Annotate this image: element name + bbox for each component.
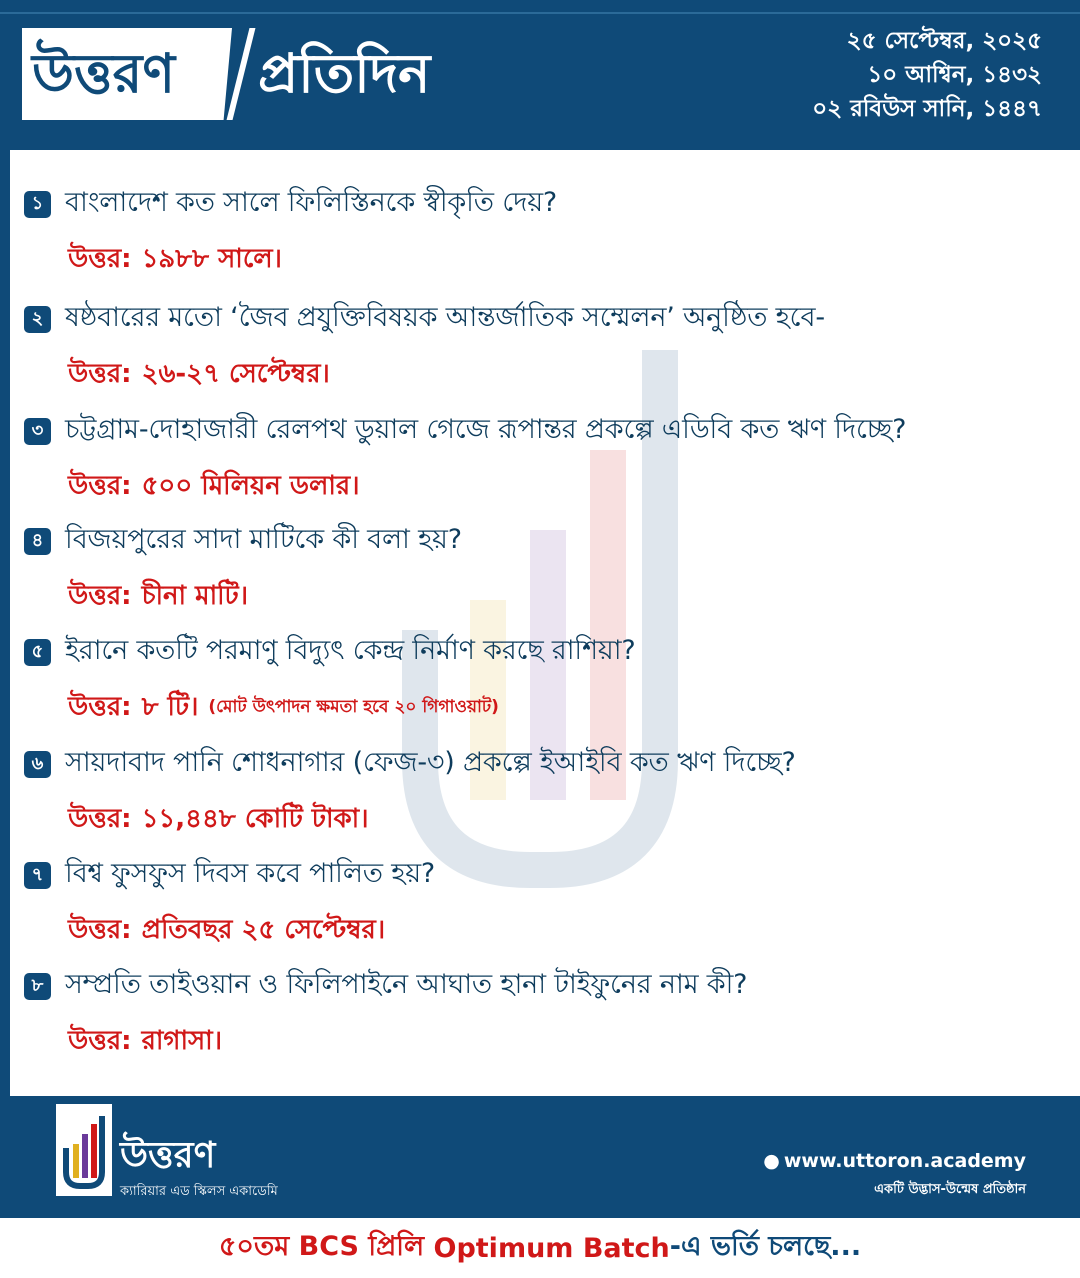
brand-name: উত্তরণ [32, 42, 176, 105]
question-number-badge: ৪ [24, 528, 51, 555]
date-bangla: ১০ আশ্বিন, ১৪৩২ [867, 62, 1042, 88]
banner-part3: -এ ভর্তি চলছে... [669, 1230, 862, 1262]
org-line: একটি উদ্ভাস-উন্মেষ প্রতিষ্ঠান [874, 1182, 1026, 1197]
answer-note: (মোট উৎপাদন ক্ষমতা হবে ২০ গিগাওয়াট) [208, 697, 499, 717]
question-number-badge: ১ [24, 191, 51, 218]
answer-label: উত্তর: [68, 804, 132, 834]
website-link[interactable] [763, 1150, 1026, 1172]
question-row [24, 958, 1074, 1014]
question-text: সম্প্রতি তাইওয়ান ও ফিলিপাইনে আঘাত হানা টাইফুনের নাম কী? [65, 968, 748, 1000]
header-divider [0, 12, 1080, 14]
answer-row [24, 680, 1074, 736]
qa-item [24, 847, 1074, 959]
question-row [24, 176, 1074, 232]
answer-text: ৫০০ মিলিয়ন ডলার। [141, 471, 360, 501]
question-number-badge: ৬ [24, 751, 51, 778]
answer-text: রাগাসা। [141, 1026, 222, 1056]
answer-row [24, 792, 1074, 848]
qa-item [24, 624, 1074, 736]
answer-label: উত্তর: [68, 1026, 132, 1056]
qa-item [24, 176, 1074, 288]
answer-row [24, 232, 1074, 288]
globe-icon: ● [763, 1150, 780, 1172]
answer-text: প্রতিবছর ২৫ সেপ্টেম্বর। [141, 915, 386, 945]
answer-row [24, 569, 1074, 625]
answer-row [24, 1014, 1074, 1070]
answer-row [24, 459, 1074, 515]
question-row [24, 624, 1074, 680]
answer-label: উত্তর: [68, 581, 132, 611]
question-text: ইরানে কতটি পরমাণু বিদ্যুৎ কেন্দ্র নির্মাণ করছে রাশিয়া? [65, 634, 636, 666]
question-text: বিজয়পুরের সাদা মাটিকে কী বলা হয়? [65, 523, 462, 555]
qa-item [24, 958, 1074, 1070]
answer-text: ১১,৪৪৮ কোটি টাকা। [141, 804, 369, 834]
brand-subtitle: প্রতিদিন [258, 42, 431, 105]
answer-text: ২৬-২৭ সেপ্টেম্বর। [141, 359, 330, 389]
qa-content [10, 150, 1080, 1096]
question-number-badge: ৩ [24, 418, 51, 445]
answer-text: ৮ টি। [141, 692, 199, 722]
question-number-badge: ৫ [24, 639, 51, 666]
answer-row [24, 903, 1074, 959]
date-english: ২৫ সেপ্টেম্বর, ২০২৫ [846, 28, 1042, 54]
question-row [24, 847, 1074, 903]
admission-banner[interactable] [0, 1218, 1080, 1278]
footer-logo-tagline: ক্যারিয়ার এড স্কিলস একাডেমি [120, 1184, 278, 1199]
question-text: সায়দাবাদ পানি শোধনাগার (ফেজ-৩) প্রকল্পে ইআইবি কত ঋণ দিচ্ছে? [65, 746, 796, 778]
question-row [24, 291, 1074, 347]
answer-label: উত্তর: [68, 244, 132, 274]
header [0, 0, 1080, 150]
question-text: বাংলাদেশ কত সালে ফিলিস্তিনকে স্বীকৃতি দেয়? [65, 186, 558, 218]
brand-slash [227, 28, 256, 120]
qa-item [24, 291, 1074, 403]
question-row [24, 403, 1074, 459]
footer-logo-icon [56, 1104, 112, 1196]
date-hijri: ০২ রবিউস সানি, ১৪৪৭ [812, 96, 1042, 122]
answer-label: উত্তর: [68, 471, 132, 501]
qa-item [24, 403, 1074, 515]
question-number-badge: ৮ [24, 973, 51, 1000]
banner-part1: ৫০তম BCS প্রিলি [218, 1230, 425, 1262]
qa-item [24, 513, 1074, 625]
question-text: ষষ্ঠবারের মতো ‘জৈব প্রযুক্তিবিষয়ক আন্তর্জাতিক সম্মেলন’ অনুষ্ঠিত হবে- [65, 301, 825, 333]
question-number-badge: ৭ [24, 862, 51, 889]
answer-text: চীনা মাটি। [141, 581, 249, 611]
answer-text: ১৯৮৮ সালে। [141, 244, 282, 274]
qa-item [24, 736, 1074, 848]
question-row [24, 513, 1074, 569]
footer-logo-name: উত্তরণ [120, 1135, 216, 1176]
answer-label: উত্তর: [68, 915, 132, 945]
question-number-badge: ২ [24, 306, 51, 333]
question-text: বিশ্ব ফুসফুস দিবস কবে পালিত হয়? [65, 857, 436, 889]
answer-label: উত্তর: [68, 692, 132, 722]
answer-row [24, 347, 1074, 403]
question-text: চট্টগ্রাম-দোহাজারী রেলপথ ডুয়াল গেজে রূপান্তর প্রকল্পে এডিবি কত ঋণ দিচ্ছে? [65, 413, 907, 445]
date-block [812, 24, 1042, 126]
question-row [24, 736, 1074, 792]
website-text: www.uttoron.academy [783, 1150, 1026, 1172]
banner-part2: Optimum Batch [433, 1232, 670, 1264]
answer-label: উত্তর: [68, 359, 132, 389]
